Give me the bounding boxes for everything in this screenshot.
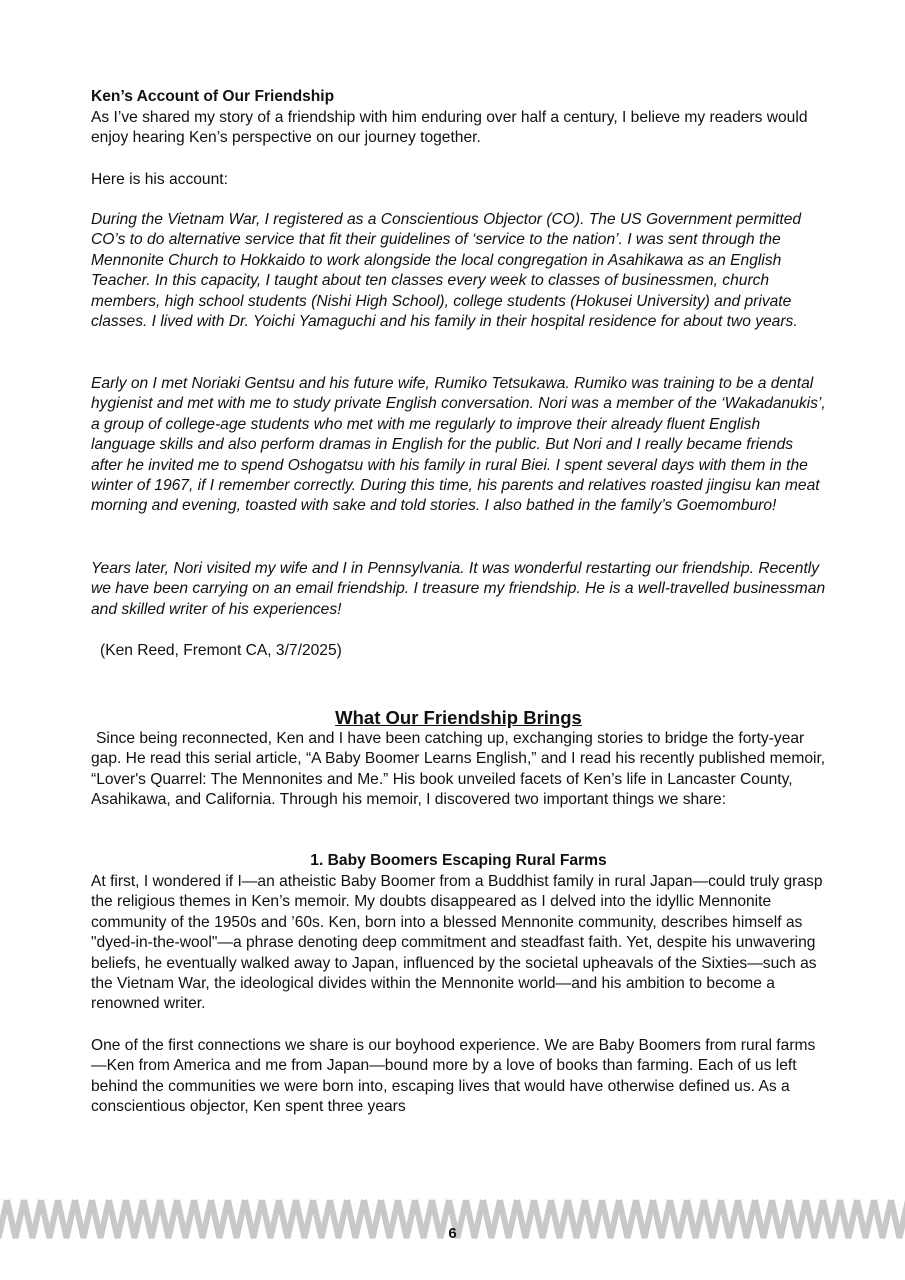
- account-lead: Here is his account:: [91, 171, 228, 188]
- subsection-paragraph-1: At first, I wondered if I—an atheistic Baby Boomer from a Buddhist family in rural Japan—could truly grasp the religious themes in Ken’s memoir. My doubts disappeared as I delved into the idyllic Mennonite community of the 1950s and ’60s. Ken, born into a blessed Mennonite community, describes himself as "dyed-in-the-wool"—a phrase denoting deep commitment and steadfast faith. Yet, despite his unwavering beliefs, he eventually walked away to Japan, influenced by the societal upheavals of the Sixties—such as the Vietnam War, the ideological divides within the Mennonite world—and his ambition to become a renowned writer.: [91, 873, 823, 1013]
- account-heading: Ken’s Account of Our Friendship: [91, 88, 335, 105]
- subsection-paragraph-2: One of the first connections we share is our boyhood experience. We are Baby Boomers from rural farms—Ken from America and me from Japan—bound more by a love of books than farming. Each of us left behind the communities we were born into, escaping lives that would have otherwise defined us. As a conscientious objector, Ken spent three years: [91, 1037, 816, 1116]
- account-paragraph-2: Early on I met Noriaki Gentsu and his future wife, Rumiko Tetsukawa. Rumiko was training to be a dental hygienist and met with me to study private English conversation. Nori was a member of the ‘Wakadanukis’, a group of college-age students who met with me regularly to improve their already fluent English language skills and also perform dramas in English for the public. But Nori and I really became friends after he invited me to spend Oshogatsu with his family in rural Biei. I spent several days with them in the winter of 1967, if I remember correctly. During this time, his parents and relatives roasted jingisu kan meat morning and evening, toasted with sake and told stories. I also bathed in the family’s Goemomburo!: [91, 375, 826, 515]
- page-number: 6: [448, 1225, 457, 1242]
- section-intro: Since being reconnected, Ken and I have been catching up, exchanging stories to bridge the forty-year gap. He read this serial article, “A Baby Boomer Learns English,” and I read his recently published memoir, “Lover's Quarrel: The Mennonites and Me.” His book unveiled facets of Ken’s life in Lancaster County, Asahikawa, and California. Through his memoir, I discovered two important things we share:: [91, 730, 826, 809]
- account-paragraph-3: Years later, Nori visited my wife and I in Pennsylvania. It was wonderful restarting our friendship. Recently we have been carrying on an email friendship. I treasure my friendship. He is a well-travelled businessman and skilled writer of his experiences!: [91, 560, 826, 618]
- section-title: What Our Friendship Brings: [335, 707, 582, 728]
- subsection-title: 1. Baby Boomers Escaping Rural Farms: [310, 852, 607, 869]
- account-intro: As I’ve shared my story of a friendship with him enduring over half a century, I believe my readers would enjoy hearing Ken’s perspective on our journey together.: [91, 109, 808, 147]
- account-paragraph-1: During the Vietnam War, I registered as a Conscientious Objector (CO). The US Government permitted CO’s to do alternative service that fit their guidelines of ‘service to the nation’. I was sent through the Mennonite Church to Hokkaido to work alongside the local congregation in Asahikawa as an English Teacher. In this capacity, I taught about ten classes every week to classes of businessmen, church members, high school students (Nishi High School), college students (Hokusei University) and private classes. I lived with Dr. Yoichi Yamaguchi and his family in their hospital residence for about two years.: [91, 211, 802, 331]
- account-signature: (Ken Reed, Fremont CA, 3/7/2025): [100, 642, 342, 659]
